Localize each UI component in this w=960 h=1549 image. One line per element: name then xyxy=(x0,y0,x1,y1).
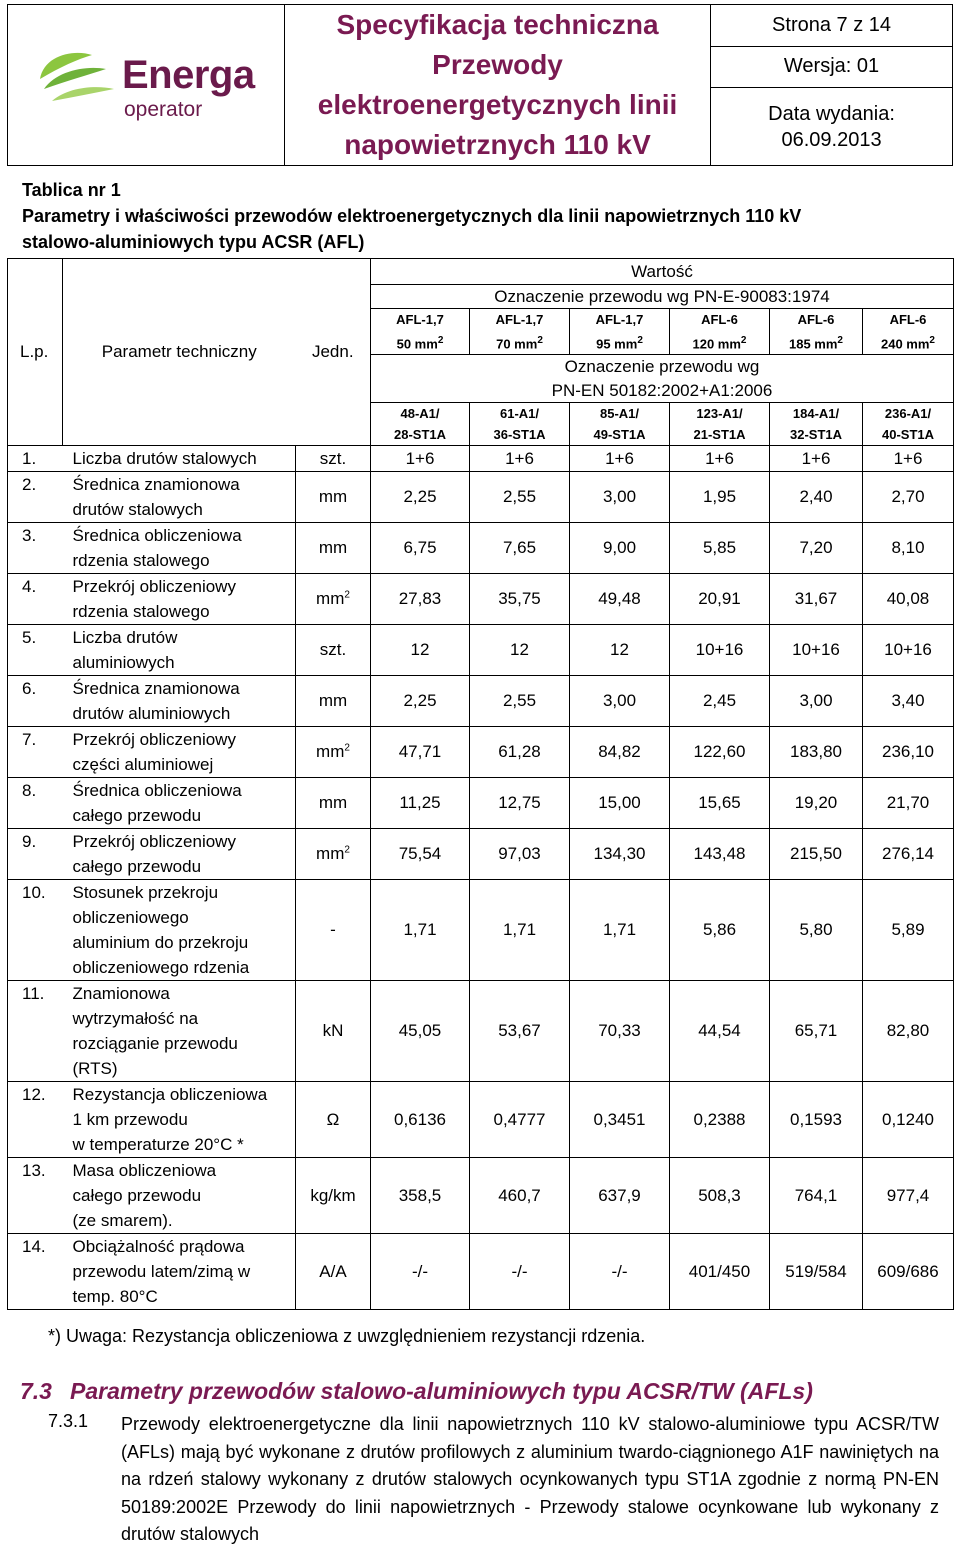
table-row xyxy=(8,778,954,829)
unit-text: mm xyxy=(318,538,348,558)
row-number: 9. xyxy=(8,829,63,880)
parameter-line: w temperaturze 20°C * xyxy=(72,1135,244,1155)
row-parameter xyxy=(63,625,296,676)
value-cell: 0,2388 xyxy=(670,1082,770,1158)
old-designation-type: AFL-6 xyxy=(889,312,927,327)
value-cell: 12 xyxy=(470,625,570,676)
new-designation-1 xyxy=(371,403,470,446)
table-row xyxy=(8,727,954,778)
old-designation-section-text: 120 mm xyxy=(692,336,741,352)
value-cell: 15,65 xyxy=(670,778,770,829)
parameter-line: całego przewodu xyxy=(72,857,202,877)
value-cell: 3,00 xyxy=(570,676,670,727)
row-unit xyxy=(296,981,371,1082)
unit-text: mm xyxy=(316,844,345,864)
parameter-line: Stosunek przekroju xyxy=(72,883,219,903)
unit-superscript: 2 xyxy=(344,742,350,754)
value-cell: 7,65 xyxy=(470,523,570,574)
title-line-4: napowietrznych 110 kV xyxy=(344,129,651,160)
parameter-line: drutów stalowych xyxy=(72,500,203,520)
parameter-line: Przekrój obliczeniowy xyxy=(72,730,236,750)
parameter-line: Masa obliczeniowa xyxy=(72,1161,217,1181)
value-cell: 35,75 xyxy=(470,574,570,625)
parameter-line: drutów aluminiowych xyxy=(72,704,231,724)
row-number: 5. xyxy=(8,625,63,676)
row-parameter xyxy=(63,829,296,880)
unit-text: A/A xyxy=(319,1261,347,1281)
value-cell: 12 xyxy=(570,625,670,676)
old-designation-2 xyxy=(470,309,570,355)
value-cell: 6,75 xyxy=(371,523,470,574)
old-designation-section xyxy=(470,330,569,354)
parameter-line: Przekrój obliczeniowy xyxy=(72,832,236,852)
parameter-line: obliczeniowego xyxy=(72,908,189,928)
logo-wordmark: Energa xyxy=(122,53,255,97)
old-designation-section-text: 50 mm xyxy=(396,336,438,352)
old-designation-section-text: 95 mm xyxy=(596,336,638,352)
row-unit xyxy=(296,574,371,625)
row-parameter xyxy=(63,574,296,625)
new-designation-part: 48-A1/ xyxy=(400,406,440,422)
table-row xyxy=(8,981,954,1082)
row-unit xyxy=(296,676,371,727)
title-line-1: Specyfikacja techniczna xyxy=(336,9,659,40)
value-cell: 609/686 xyxy=(863,1234,954,1310)
row-unit xyxy=(296,472,371,523)
table-row xyxy=(8,1158,954,1234)
parameter-line: 1 km przewodu xyxy=(72,1110,188,1130)
header-unit: Jedn. xyxy=(296,259,371,446)
new-designation-4 xyxy=(670,403,770,446)
new-designation-part: 49-ST1A xyxy=(593,427,646,443)
row-number: 12. xyxy=(8,1082,63,1158)
parameter-line: rdzenia stalowego xyxy=(72,551,210,571)
value-cell: -/- xyxy=(470,1234,570,1310)
old-designation-3 xyxy=(570,309,670,355)
header-designation-old: Oznaczenie przewodu wg PN-E-90083:1974 xyxy=(371,285,954,309)
new-designation-2 xyxy=(470,403,570,446)
table-row xyxy=(8,1082,954,1158)
value-cell: 1,95 xyxy=(670,472,770,523)
parameter-line: aluminium do przekroju xyxy=(72,933,249,953)
value-cell: 1+6 xyxy=(670,446,770,472)
value-cell: 2,55 xyxy=(470,676,570,727)
parameter-line: (RTS) xyxy=(72,1059,118,1079)
value-cell: 7,20 xyxy=(770,523,863,574)
table-row xyxy=(8,523,954,574)
row-number: 6. xyxy=(8,676,63,727)
row-unit xyxy=(296,625,371,676)
version: Wersja: 01 xyxy=(711,46,953,88)
row-parameter xyxy=(63,1158,296,1234)
header-wartosc: Wartość xyxy=(371,259,954,285)
unit-text: - xyxy=(330,920,336,940)
new-designation-part: 40-ST1A xyxy=(881,427,935,443)
table-number: Tablica nr 1 xyxy=(22,180,121,200)
old-designation-section-text: 185 mm xyxy=(789,336,838,352)
row-parameter xyxy=(63,778,296,829)
value-cell: 82,80 xyxy=(863,981,954,1082)
issue-date xyxy=(711,88,953,166)
value-cell: 508,3 xyxy=(670,1158,770,1234)
value-cell: 637,9 xyxy=(570,1158,670,1234)
parameter-line: Średnica znamionowa xyxy=(72,679,240,699)
page-number: Strona 7 z 14 xyxy=(711,5,953,47)
value-cell: 47,71 xyxy=(371,727,470,778)
value-cell: 49,48 xyxy=(570,574,670,625)
header-designation-new-1: Oznaczenie przewodu wg xyxy=(371,355,954,379)
parameter-line: Obciążalność prądowa xyxy=(72,1237,245,1257)
table-row xyxy=(8,574,954,625)
parameter-line: rdzenia stalowego xyxy=(72,602,210,622)
parameter-line: całego przewodu xyxy=(72,806,202,826)
row-unit xyxy=(296,1082,371,1158)
value-cell: 2,25 xyxy=(371,676,470,727)
new-designation-part: 236-A1/ xyxy=(884,406,932,422)
value-cell: 84,82 xyxy=(570,727,670,778)
document-header xyxy=(7,4,953,166)
value-cell: 5,80 xyxy=(770,880,863,981)
old-designation-type: AFL-1,7 xyxy=(396,312,444,327)
logo-cell xyxy=(8,5,285,166)
parameter-line: Przekrój obliczeniowy xyxy=(72,577,236,597)
value-cell: 183,80 xyxy=(770,727,863,778)
row-number: 13. xyxy=(8,1158,63,1234)
value-cell: 20,91 xyxy=(670,574,770,625)
row-unit xyxy=(296,880,371,981)
old-designation-section-text: 240 mm xyxy=(881,336,930,352)
table-footnote: *) Uwaga: Rezystancja obliczeniowa z uwzględnieniem rezystancji rdzenia. xyxy=(48,1326,646,1346)
value-cell: 1+6 xyxy=(371,446,470,472)
value-cell: 2,70 xyxy=(863,472,954,523)
new-designation-5 xyxy=(770,403,863,446)
new-designation-part: 32-ST1A xyxy=(789,427,843,443)
old-designation-4 xyxy=(670,309,770,355)
parameter-line: aluminiowych xyxy=(72,653,175,673)
unit-text: kN xyxy=(322,1021,344,1041)
unit-text: mm xyxy=(318,487,348,507)
header-param: Parametr techniczny xyxy=(63,259,296,446)
value-cell: 21,70 xyxy=(863,778,954,829)
parameter-line: (ze smarem). xyxy=(72,1211,173,1231)
row-unit xyxy=(296,1234,371,1310)
unit-superscript: 2 xyxy=(344,589,350,601)
unit-text: mm xyxy=(318,691,348,711)
value-cell: -/- xyxy=(570,1234,670,1310)
value-cell: 45,05 xyxy=(371,981,470,1082)
row-parameter xyxy=(63,880,296,981)
value-cell: 75,54 xyxy=(371,829,470,880)
parameter-line: Średnica obliczeniowa xyxy=(72,526,242,546)
row-unit xyxy=(296,829,371,880)
value-cell: 764,1 xyxy=(770,1158,863,1234)
value-cell: 0,4777 xyxy=(470,1082,570,1158)
row-number: 1. xyxy=(8,446,63,472)
value-cell: 70,33 xyxy=(570,981,670,1082)
document-title xyxy=(285,5,711,166)
row-parameter xyxy=(63,727,296,778)
value-cell: 1+6 xyxy=(770,446,863,472)
energa-operator-logo xyxy=(8,5,284,165)
value-cell: 10+16 xyxy=(770,625,863,676)
table-row xyxy=(8,446,954,472)
table-caption-line-1: Parametry i właściwości przewodów elektroenergetycznych dla linii napowietrznych 110 kV xyxy=(22,206,802,226)
row-parameter xyxy=(63,1234,296,1310)
value-cell: 3,40 xyxy=(863,676,954,727)
value-cell: 143,48 xyxy=(670,829,770,880)
row-number: 8. xyxy=(8,778,63,829)
row-number: 11. xyxy=(8,981,63,1082)
value-cell: 12 xyxy=(371,625,470,676)
value-cell: 1,71 xyxy=(371,880,470,981)
old-designation-type: AFL-6 xyxy=(797,312,835,327)
value-cell: 8,10 xyxy=(863,523,954,574)
parameter-line: wytrzymałość na xyxy=(72,1009,199,1029)
value-cell: 401/450 xyxy=(670,1234,770,1310)
superscript: 2 xyxy=(637,335,643,346)
table-row xyxy=(8,676,954,727)
new-designation-part: 123-A1/ xyxy=(696,406,743,422)
unit-text: mm xyxy=(316,589,345,609)
value-cell: 358,5 xyxy=(371,1158,470,1234)
row-parameter xyxy=(63,472,296,523)
value-cell: 0,1593 xyxy=(770,1082,863,1158)
value-cell: 1,71 xyxy=(570,880,670,981)
section-title: Parametry przewodów stalowo-aluminiowych typu ACSR/TW (AFLs) xyxy=(69,1378,813,1404)
row-number: 2. xyxy=(8,472,63,523)
old-designation-section-text: 70 mm xyxy=(496,336,538,352)
issue-date-label: Data wydania: xyxy=(768,102,895,125)
new-designation-part: 21-ST1A xyxy=(693,427,746,443)
value-cell: 27,83 xyxy=(371,574,470,625)
old-designation-section xyxy=(863,330,953,354)
row-unit xyxy=(296,727,371,778)
value-cell: 5,85 xyxy=(670,523,770,574)
value-cell: 2,55 xyxy=(470,472,570,523)
value-cell: 15,00 xyxy=(570,778,670,829)
value-cell: 3,00 xyxy=(570,472,670,523)
value-cell: 3,00 xyxy=(770,676,863,727)
parameters-table xyxy=(7,258,954,1310)
old-designation-section xyxy=(670,330,769,354)
table-row xyxy=(8,880,954,981)
value-cell: 61,28 xyxy=(470,727,570,778)
row-unit xyxy=(296,446,371,472)
value-cell: 134,30 xyxy=(570,829,670,880)
row-parameter xyxy=(63,1082,296,1158)
header-lp: L.p. xyxy=(8,259,63,446)
row-number: 7. xyxy=(8,727,63,778)
superscript: 2 xyxy=(837,335,843,346)
parameter-line: temp. 80°C xyxy=(72,1287,158,1307)
value-cell: 1+6 xyxy=(570,446,670,472)
value-cell: 10+16 xyxy=(863,625,954,676)
value-cell: 1,71 xyxy=(470,880,570,981)
value-cell: 1+6 xyxy=(470,446,570,472)
row-parameter xyxy=(63,523,296,574)
value-cell: 19,20 xyxy=(770,778,863,829)
parameter-line: przewodu latem/zimą w xyxy=(72,1262,251,1282)
value-cell: 53,67 xyxy=(470,981,570,1082)
unit-text: mm xyxy=(316,742,345,762)
table-row xyxy=(8,625,954,676)
value-cell: 236,10 xyxy=(863,727,954,778)
table-row xyxy=(8,829,954,880)
new-designation-6 xyxy=(863,403,954,446)
new-designation-part: 36-ST1A xyxy=(493,427,546,443)
row-unit xyxy=(296,523,371,574)
parameter-line: Liczba drutów stalowych xyxy=(72,449,257,469)
parameter-line: Znamionowa xyxy=(72,984,170,1004)
section-heading xyxy=(20,1378,813,1405)
value-cell: -/- xyxy=(371,1234,470,1310)
parameter-line: rozciąganie przewodu xyxy=(72,1034,238,1054)
value-cell: 40,08 xyxy=(863,574,954,625)
parameter-line: Rezystancja obliczeniowa xyxy=(72,1085,268,1105)
row-parameter xyxy=(63,676,296,727)
row-number: 4. xyxy=(8,574,63,625)
row-number: 10. xyxy=(8,880,63,981)
old-designation-6 xyxy=(863,309,954,355)
issue-date-value: 06.09.2013 xyxy=(781,128,882,151)
value-cell: 97,03 xyxy=(470,829,570,880)
parameter-line: części aluminiowej xyxy=(72,755,214,775)
superscript: 2 xyxy=(740,335,747,346)
superscript: 2 xyxy=(537,335,543,346)
unit-text: szt. xyxy=(319,640,347,660)
value-cell: 122,60 xyxy=(670,727,770,778)
old-designation-type: AFL-1,7 xyxy=(595,312,644,327)
value-cell: 215,50 xyxy=(770,829,863,880)
new-designation-part: 61-A1/ xyxy=(499,406,540,422)
row-number: 3. xyxy=(8,523,63,574)
row-number: 14. xyxy=(8,1234,63,1310)
energa-leaf-icon xyxy=(34,45,120,115)
value-cell: 460,7 xyxy=(470,1158,570,1234)
value-cell: 5,89 xyxy=(863,880,954,981)
value-cell: 276,14 xyxy=(863,829,954,880)
old-designation-type: AFL-6 xyxy=(701,312,738,327)
parameter-line: Liczba drutów xyxy=(72,628,178,648)
value-cell: 519/584 xyxy=(770,1234,863,1310)
unit-text: Ω xyxy=(326,1109,340,1129)
value-cell: 0,3451 xyxy=(570,1082,670,1158)
parameter-line: całego przewodu xyxy=(72,1186,202,1206)
value-cell: 1+6 xyxy=(863,446,954,472)
value-cell: 65,71 xyxy=(770,981,863,1082)
value-cell: 977,4 xyxy=(863,1158,954,1234)
new-designation-3 xyxy=(570,403,670,446)
old-designation-section xyxy=(371,330,469,354)
row-parameter xyxy=(63,981,296,1082)
title-line-2: Przewody xyxy=(432,49,563,80)
header-designation-new-2: PN-EN 50182:2002+A1:2006 xyxy=(371,379,954,403)
new-designation-part: 184-A1/ xyxy=(792,406,840,422)
row-parameter xyxy=(63,446,296,472)
value-cell: 5,86 xyxy=(670,880,770,981)
unit-text: szt. xyxy=(319,448,347,468)
parameter-line: obliczeniowego rdzenia xyxy=(72,958,250,978)
value-cell: 2,25 xyxy=(371,472,470,523)
section-number: 7.3 xyxy=(20,1378,52,1404)
value-cell: 2,45 xyxy=(670,676,770,727)
superscript: 2 xyxy=(929,335,935,346)
table-row xyxy=(8,472,954,523)
value-cell: 11,25 xyxy=(371,778,470,829)
row-unit xyxy=(296,1158,371,1234)
value-cell: 12,75 xyxy=(470,778,570,829)
value-cell: 44,54 xyxy=(670,981,770,1082)
value-cell: 9,00 xyxy=(570,523,670,574)
logo-subtitle: operator xyxy=(124,98,203,121)
old-designation-section xyxy=(770,330,862,354)
old-designation-1 xyxy=(371,309,470,355)
value-cell: 0,1240 xyxy=(863,1082,954,1158)
unit-superscript: 2 xyxy=(344,844,350,856)
value-cell: 10+16 xyxy=(670,625,770,676)
old-designation-5 xyxy=(770,309,863,355)
parameter-line: Średnica obliczeniowa xyxy=(72,781,242,801)
row-unit xyxy=(296,778,371,829)
table-caption-line-2: stalowo-aluminiowych typu ACSR (AFL) xyxy=(22,232,365,252)
value-cell: 2,40 xyxy=(770,472,863,523)
superscript: 2 xyxy=(437,335,444,346)
paragraph-text: Przewody elektroenergetyczne dla linii napowietrznych 110 kV stalowo-aluminiowe typu ACSR/TW (AFLs) mają być wykonane z drutów profilowych z aluminium twardo-ciągnionego A1F nawiniętych na na rdzeń stalowy wykonany z drutów stalowych ocynkowanych typu ST1A zgodnie z normą PN-EN 50189:2002E Przewody do linii napowietrznych - Przewody stalowe ocynkowane lub wykonany z drutów stalowych xyxy=(121,1414,939,1544)
table-row xyxy=(8,1234,954,1310)
unit-text: mm xyxy=(318,793,348,813)
paragraph-number: 7.3.1 xyxy=(48,1411,89,1431)
old-designation-type: AFL-1,7 xyxy=(495,312,544,327)
new-designation-part: 85-A1/ xyxy=(599,406,640,422)
value-cell: 31,67 xyxy=(770,574,863,625)
new-designation-part: 28-ST1A xyxy=(393,427,447,443)
unit-text: kg/km xyxy=(310,1185,356,1205)
value-cell: 0,6136 xyxy=(371,1082,470,1158)
title-line-3: elektroenergetycznych linii xyxy=(317,89,678,120)
old-designation-section xyxy=(570,330,669,354)
parameter-line: Średnica znamionowa xyxy=(72,475,240,495)
